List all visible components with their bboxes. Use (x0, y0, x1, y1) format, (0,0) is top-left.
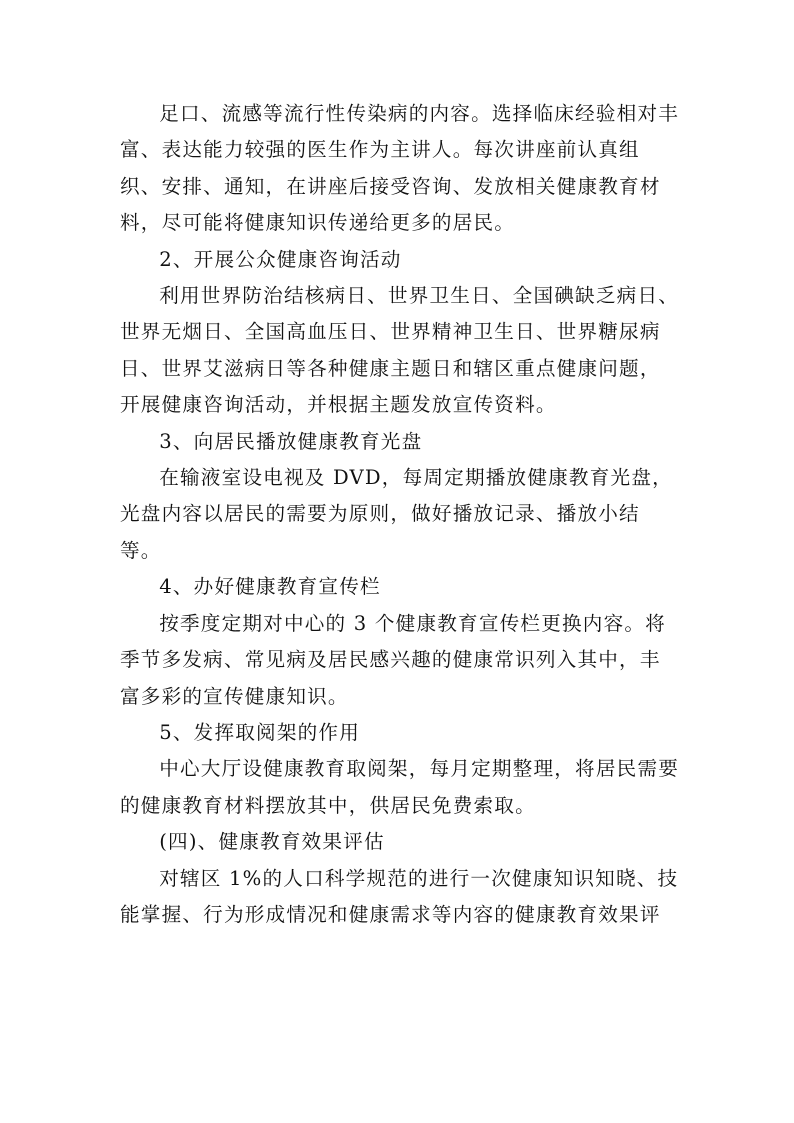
paragraph-public-consultation: 利用世界防治结核病日、世界卫生日、全国碘缺乏病日、世界无烟日、全国高血压日、世界精神卫生日、世界糖尿病日、世界艾滋病日等各种健康主题日和辖区重点健康问题，开展健康咨询活动，并根据主题发放宣传资料。 (120, 284, 680, 417)
paragraph-bulletin-board: 按季度定期对中心的 3 个健康教育宣传栏更换内容。将季节多发病、常见病及居民感兴趣的健康常识列入其中，丰富多彩的宣传健康知识。 (120, 611, 666, 708)
heading-public-consultation: 2、开展公众健康咨询活动 (159, 247, 402, 271)
paragraph-reading-rack: 中心大厅设健康教育取阅架，每月定期整理，将居民需要的健康教育材料摆放其中，供居民免费索取。 (120, 757, 680, 817)
heading-effect-evaluation: (四)、健康教育效果评估 (159, 830, 385, 854)
heading-bulletin-board: 4、办好健康教育宣传栏 (159, 575, 381, 599)
paragraph-dvd-broadcast: 在输液室设电视及 DVD，每周定期播放健康教育光盘，光盘内容以居民的需要为原则，做好播放记录、播放小结等。 (120, 466, 673, 562)
document-body (120, 96, 680, 933)
paragraph-intro: 足口、流感等流行性传染病的内容。选择临床经验相对丰富、表达能力较强的医生作为主讲人。每次讲座前认真组织、安排、通知，在讲座后接受咨询、发放相关健康教育材料，尽可能将健康知识传递给更多的居民。 (120, 102, 680, 235)
paragraph-effect-evaluation: 对辖区 1%的人口科学规范的进行一次健康知识知晓、技能掌握、行为形成情况和健康需求等内容的健康教育效果评 (120, 866, 679, 926)
heading-dvd-broadcast: 3、向居民播放健康教育光盘 (159, 429, 423, 453)
heading-reading-rack: 5、发挥取阅架的作用 (159, 720, 360, 744)
